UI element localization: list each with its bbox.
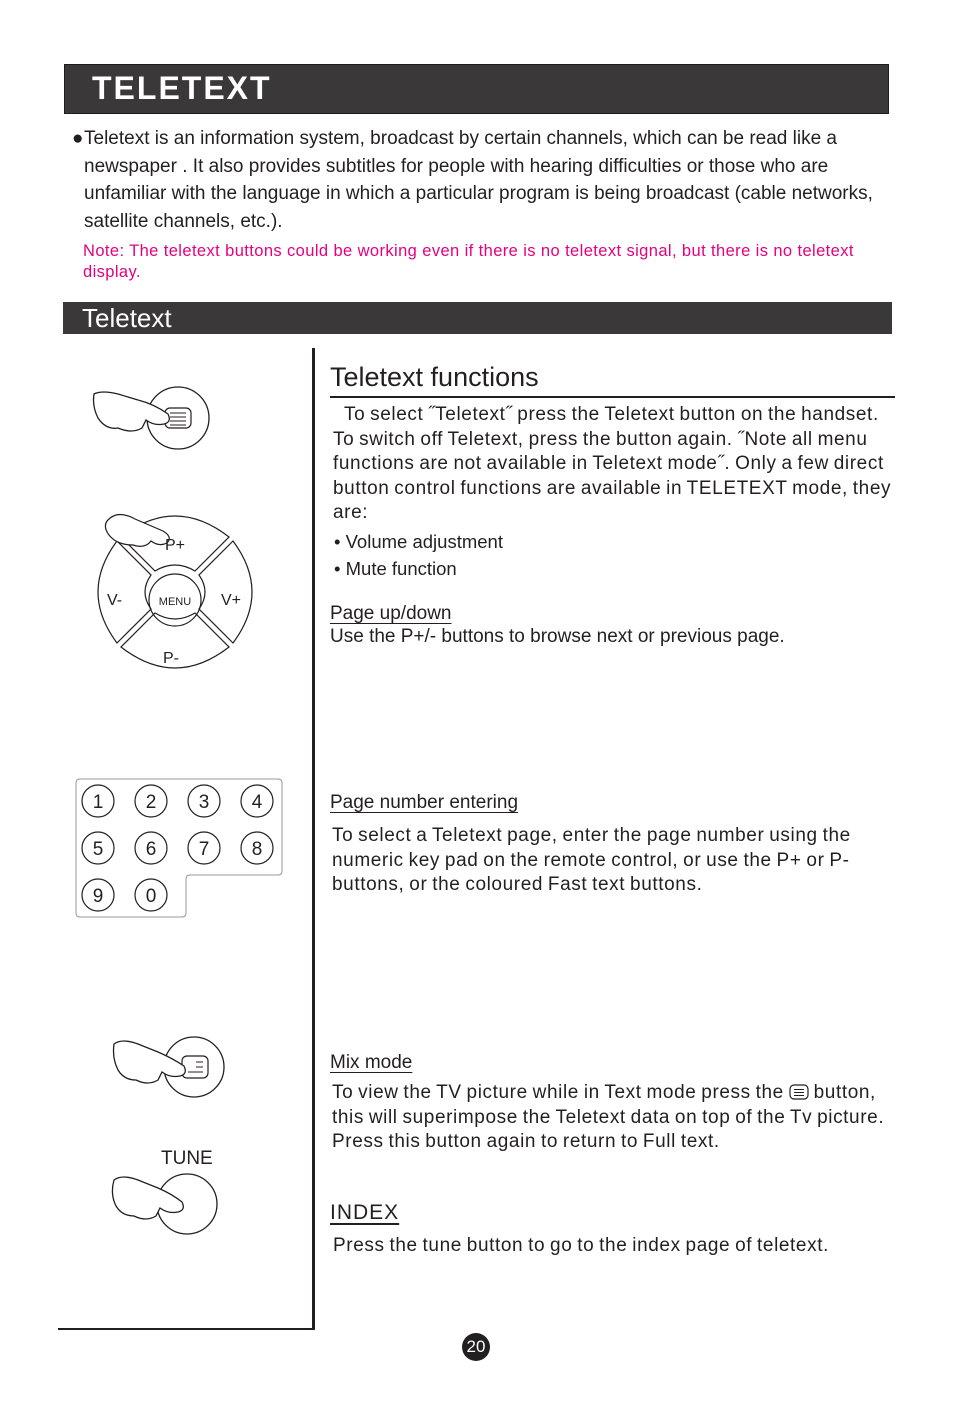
functions-intro: To select ˝Teletext˝ press the Teletext button on the handset. To switch off Teletext, press the button again. ˝Note all menu functions are not available in Teletext mode˝. Only a few direct button control functions are available in TELETEXT mode, they are: [333,404,892,523]
page-title: TELETEXT [92,70,272,106]
key-5: 5 [92,839,104,860]
key-1: 1 [92,792,104,813]
key-8: 8 [251,839,263,860]
mix-mode-title: Mix mode [330,1052,413,1073]
functions-title-rule [330,396,895,398]
numeric-keypad-illustration [74,777,286,922]
hand-press-teletext-illustration [88,382,218,452]
key-4: 4 [251,792,263,813]
dpad-menu-label: MENU [158,596,192,608]
key-6: 6 [145,839,157,860]
section-bar [63,302,892,334]
key-0: 0 [145,886,157,907]
bottom-rule [58,1328,313,1330]
page-number-text: To select a Teletext page, enter the page number using the numeric key pad on the remote control, or use the P+ or P- buttons, or the coloured Fast text buttons. [332,825,851,895]
teletext-icon [789,1084,809,1100]
mix-mode-text-before: To view the TV picture while in Text mode press the [332,1082,784,1103]
page-number-badge: 20 [462,1333,490,1361]
functions-title: Teletext functions [330,362,539,392]
mix-mode-text-after: button, this will superimpose the Teletext data on top of the Tv picture. Press this button again to return to Full text. [332,1082,885,1152]
key-2: 2 [145,792,157,813]
key-7: 7 [198,839,210,860]
page-number-title: Page number entering [330,792,519,813]
dpad-up-label: P+ [165,537,186,554]
index-title: INDEX [330,1201,400,1224]
key-9: 9 [92,886,104,907]
index-text: Press the tune button to go to the index page of teletext. [333,1235,829,1256]
mix-mode-text [332,1081,897,1155]
tune-label: TUNE [161,1148,213,1169]
note-text: Note: The teletext buttons could be working even if there is no teletext signal, but there is no teletext display. [83,242,854,281]
section-title: Teletext [82,303,172,333]
hand-press-tune-illustration [110,1170,230,1240]
intro-paragraph: Teletext is an information system, broadcast by certain channels, which can be read like a newspaper . It also provides subtitles for people with hearing difficulties or those who are unfamiliar with the language in which a particular program is being broadcast (cable networks, satellite channels, etc.). [84,128,873,232]
dpad-left-label: V- [107,592,123,609]
dpad-down-label: P- [163,650,179,667]
hand-press-mix-illustration [110,1032,230,1102]
dpad-right-label: V+ [221,592,242,609]
bullet-volume: • Volume adjustment [334,531,503,552]
dpad-illustration [95,505,255,680]
intro-bullet: ● [72,128,84,149]
page-updown-text: Use the P+/- buttons to browse next or previous page. [330,626,785,647]
page-updown-title: Page up/down [330,603,452,624]
key-3: 3 [198,792,210,813]
column-divider [312,348,315,1330]
bullet-mute: • Mute function [334,558,457,579]
